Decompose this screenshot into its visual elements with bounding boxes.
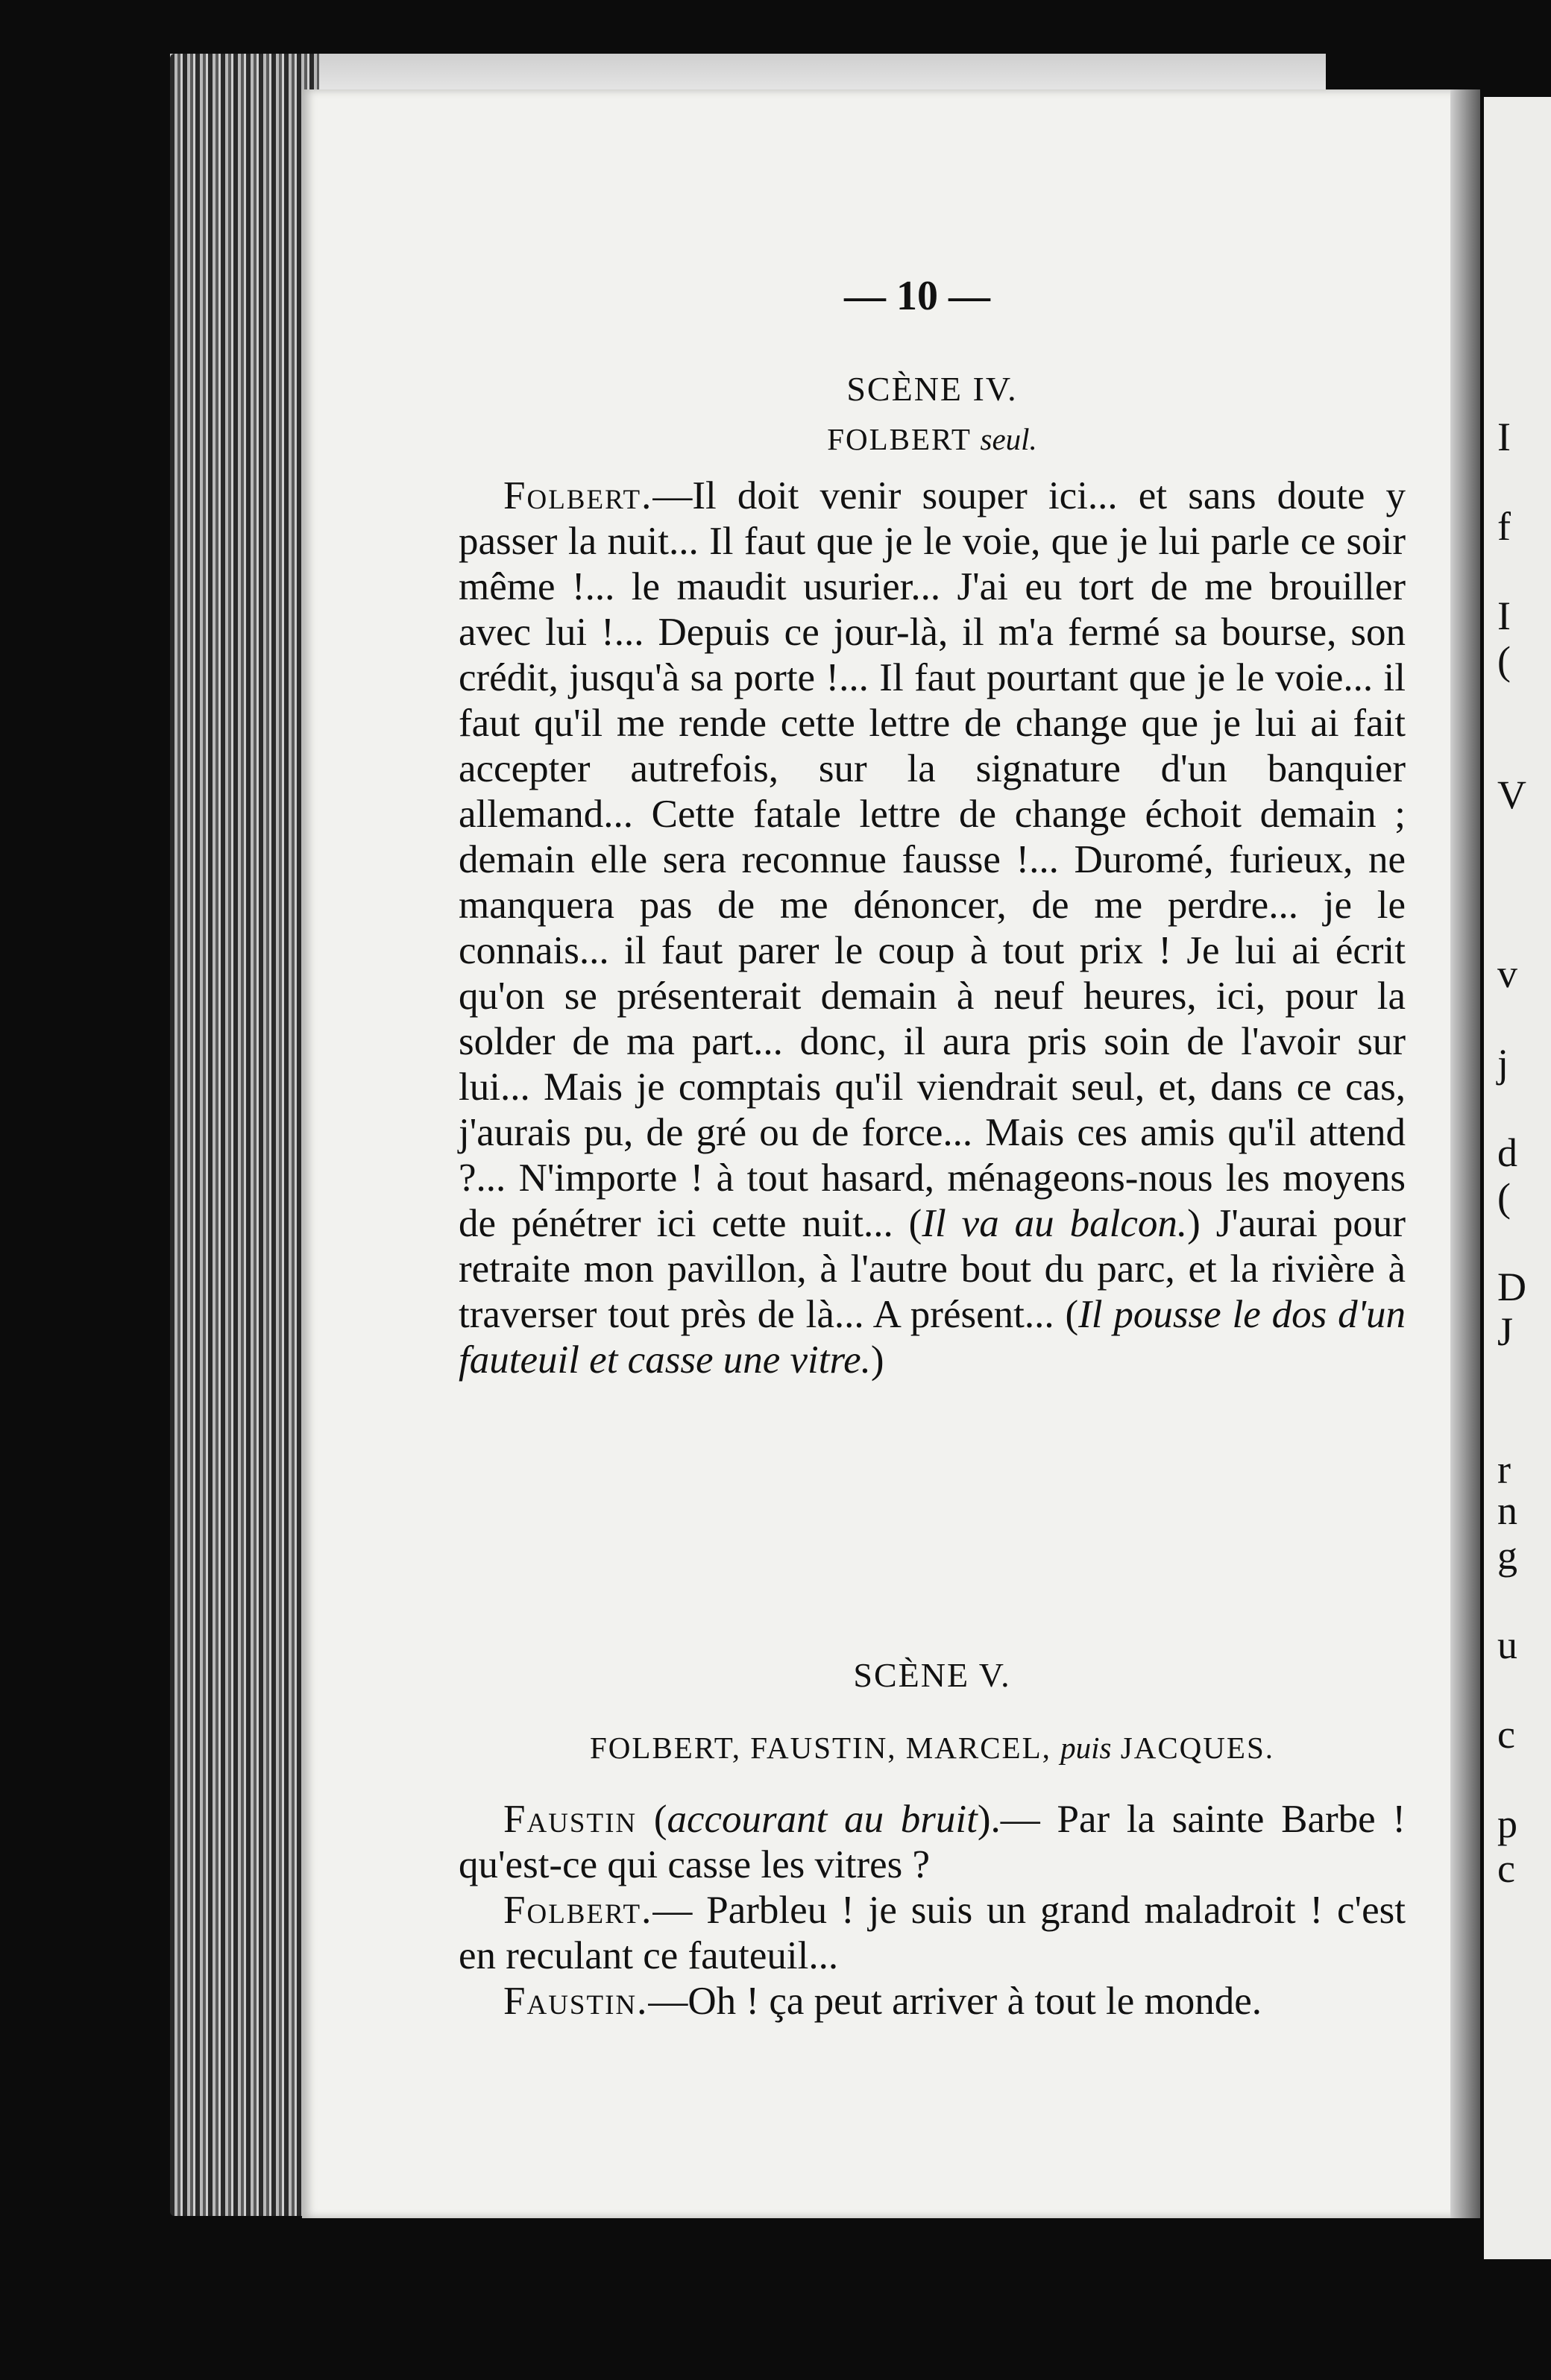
page-number: — 10 — — [844, 273, 990, 319]
stage-direction: Il va au balcon. — [922, 1202, 1188, 1245]
facing-letter: p — [1497, 1801, 1517, 1846]
speech-paragraph — [459, 473, 1406, 1383]
stage-direction: Il pousse le dos d'un fauteuil et casse une vitre. — [459, 1293, 1406, 1382]
facing-letter: r — [1497, 1447, 1511, 1492]
facing-page-edge — [1484, 97, 1551, 2259]
facing-letter: d — [1497, 1130, 1517, 1175]
stage-direction: accourant au bruit — [667, 1798, 978, 1841]
cast-note: seul. — [980, 422, 1037, 456]
scene-heading: SCÈNE V. — [853, 1656, 1011, 1694]
facing-letter: ( — [1497, 638, 1511, 683]
speech-paragraph: Faustin (accourant au bruit).— Par la sainte Barbe ! qu'est-ce qui casse les vitres ? — [459, 1798, 1406, 1886]
facing-letter: ( — [1497, 1175, 1511, 1220]
facing-letter: c — [1497, 1846, 1515, 1891]
page-gutter-shadow — [1450, 89, 1480, 2218]
speech-text: ) J'aurai pour retraite mon pavillon, à l'autre bout du parc, et la rivière à traverser tout près de là... A présent... ( — [459, 1202, 1406, 1336]
facing-letter: V — [1497, 772, 1526, 817]
scene-cast — [459, 421, 1406, 457]
speech-text: — Par la sainte Barbe ! qu'est-ce qui casse les vitres ? — [459, 1798, 1406, 1886]
speech-paragraph — [459, 1888, 1406, 1979]
facing-letter: g — [1497, 1533, 1517, 1578]
cast-names: FOLBERT, FAUSTIN, MARCEL, — [589, 1731, 1051, 1765]
speaker-name: Faustin — [503, 1798, 638, 1841]
facing-letter: J — [1497, 1309, 1514, 1354]
facing-letter: I — [1497, 415, 1511, 459]
facing-letter: v — [1497, 951, 1517, 996]
facing-letter: u — [1497, 1622, 1517, 1667]
facing-letter: j — [1497, 1041, 1509, 1086]
speech-text: ) — [870, 1338, 884, 1382]
facing-letter: c — [1497, 1712, 1515, 1757]
speech-text: — Parbleu ! je suis un grand maladroit ! c'est en reculant ce fauteuil... — [459, 1889, 1406, 1977]
cast-names: JACQUES. — [1120, 1731, 1274, 1765]
speech-paragraph — [459, 1979, 1406, 2024]
cast-note: puis — [1060, 1731, 1112, 1765]
page-edges — [170, 54, 319, 2216]
scene-heading: SCÈNE IV. — [846, 370, 1018, 408]
speaker-name: Folbert. — [503, 1889, 653, 1932]
facing-letter: I — [1497, 594, 1511, 638]
speech-text: —Il doit venir souper ici... et sans doute y passer la nuit... Il faut que je le voie, que je lui parle ce soir même !... le maudit usurier... J'ai eu tort de me brouiller avec lui !... Depuis ce jour-là, il m'a fermé sa bourse, son crédit, jusqu'à sa porte !... Il faut pourtant que je le voie... il faut qu'il me rende cette lettre de change que je lui ai fait accepter autrefois, sur la signature d'un banquier allemand... Cette fatale lettre de change échoit demain ; demain elle sera reconnue fausse !... Duromé, furieux, ne manquera pas de me dénoncer, de me perdre... je le connais... il faut parer le coup à tout prix ! Je lui ai écrit qu'on se présenterait demain à neuf heures, ici, pour la solder de ma part... donc, il aura pris soin de l'avoir sur lui... Mais je comptais qu'il viendrait seul, et, dans ce cas, j'aurais pu, de gré ou de force... Mais ces amis qu'il attend ?... N'importe ! à tout hasard, ménageons-nous les moyens de pénétrer ici cette nuit... ( — [459, 474, 1406, 1245]
speaker-name: Folbert. — [503, 474, 653, 517]
speaker-name: Faustin. — [503, 1980, 649, 2023]
cast-names: FOLBERT — [827, 422, 972, 456]
facing-letter: D — [1497, 1265, 1526, 1309]
facing-letter: n — [1497, 1488, 1517, 1533]
scene-cast — [459, 1730, 1406, 1766]
speech-text: —Oh ! ça peut arriver à tout le monde. — [648, 1980, 1262, 2023]
facing-letter: f — [1497, 504, 1511, 549]
